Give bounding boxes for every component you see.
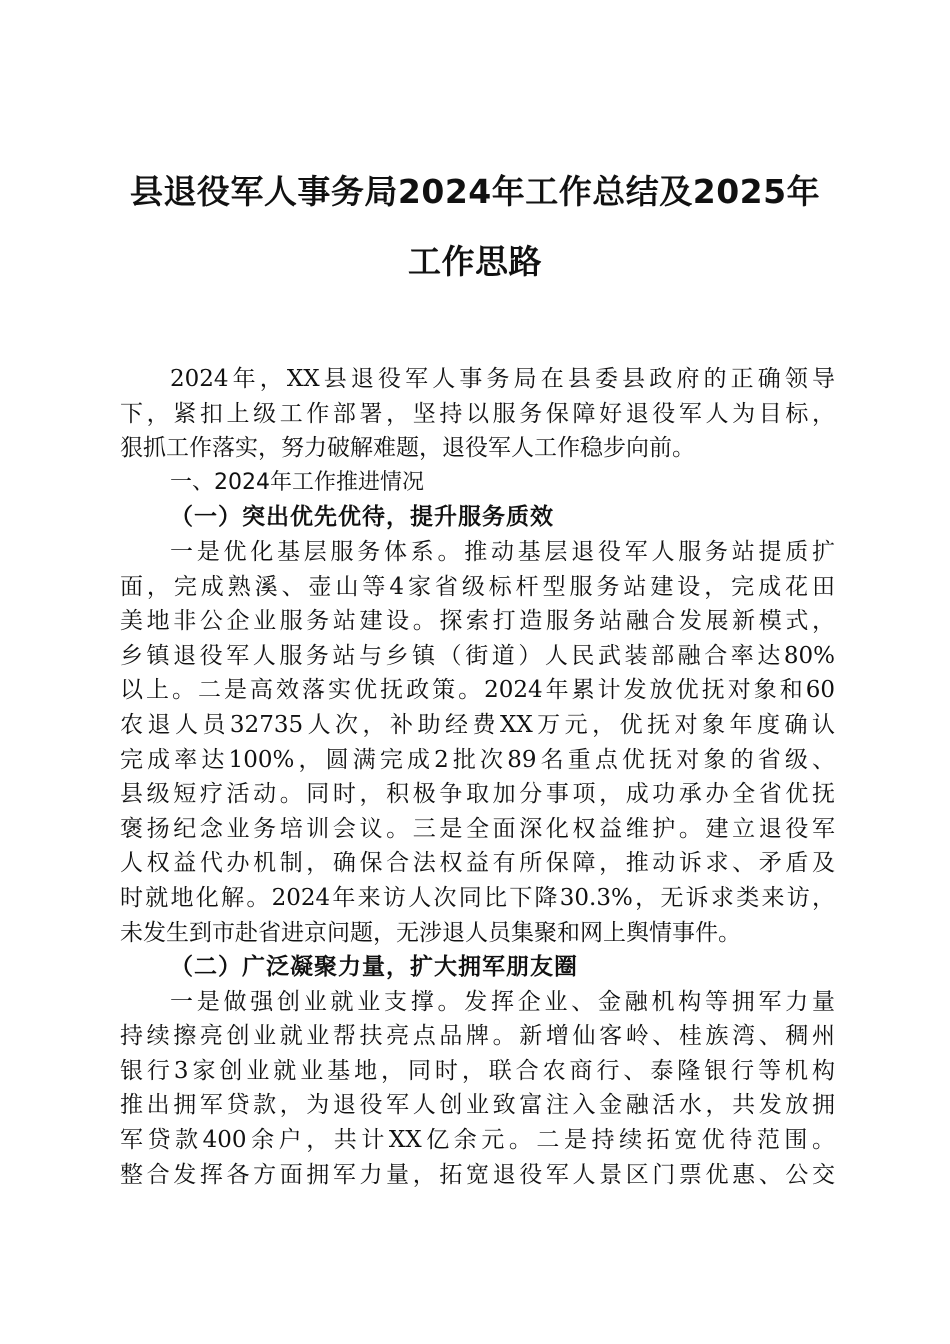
body-text-line: 人权益代办机制，确保合法权益有所保障，推动诉求、矛盾及 [120,850,835,877]
body-text-line: 乡镇退役军人服务站与乡镇（街道）人民武装部融合率达80% [120,642,835,669]
body-text-line: 完成率达100%，圆满完成2批次89名重点优抚对象的省级、 [120,746,835,773]
body-text-line: 面，完成熟溪、壶山等4家省级标杆型服务站建设，完成花田 [120,573,835,600]
document-title-line-1: 县退役军人事务局2024年工作总结及2025年 [129,172,821,211]
body-text-line: 一、2024年工作推进情况 [170,469,424,495]
body-text-line: 银行3家创业就业基地，同时，联合农商行、泰隆银行等机构 [120,1057,835,1084]
document-title-line-2: 工作思路 [408,242,542,281]
body-text-line: 农退人员32735人次，补助经费XX万元，优抚对象年度确认 [120,711,835,738]
body-text-line: 持续擦亮创业就业帮扶亮点品牌。新增仙客岭、桂族湾、稠州 [120,1023,835,1050]
body-text-line: 下，紧扣上级工作部署，坚持以服务保障好退役军人为目标， [120,400,835,427]
body-text-line: 时就地化解。2024年来访人次同比下降30.3%，无诉求类来访， [120,884,835,911]
body-text-line: 推出拥军贷款，为退役军人创业致富注入金融活水，共发放拥 [120,1092,835,1119]
body-text-line: 以上。二是高效落实优抚政策。2024年累计发放优抚对象和60 [120,677,835,704]
body-text-line: （二）广泛凝聚力量，扩大拥军朋友圈 [170,953,578,981]
body-text-line: 一是优化基层服务体系。推动基层退役军人服务站提质扩 [170,538,835,565]
body-text-line: 县级短疗活动。同时，积极争取加分事项，成功承办全省优抚 [120,781,835,808]
body-text-line: 美地非公企业服务站建设。探索打造服务站融合发展新模式， [120,608,835,635]
body-text-line: 狠抓工作落实，努力破解难题，退役军人工作稳步向前。 [120,435,695,462]
body-text-line: 褒扬纪念业务培训会议。三是全面深化权益维护。建立退役军 [120,815,835,842]
document-body [120,362,835,1192]
body-text-line: 2024年，XX县退役军人事务局在县委县政府的正确领导 [170,366,835,392]
body-text-line: 一是做强创业就业支撑。发挥企业、金融机构等拥军力量 [170,988,835,1015]
body-text-line: （一）突出优先优待，提升服务质效 [170,503,554,531]
body-text-line: 未发生到市赴省进京问题，无涉退人员集聚和网上舆情事件。 [120,919,741,946]
body-text-line: 军贷款400余户，共计XX亿余元。二是持续拓宽优待范围。 [120,1127,835,1154]
body-text-line: 整合发挥各方面拥军力量，拓宽退役军人景区门票优惠、公交 [120,1161,835,1188]
